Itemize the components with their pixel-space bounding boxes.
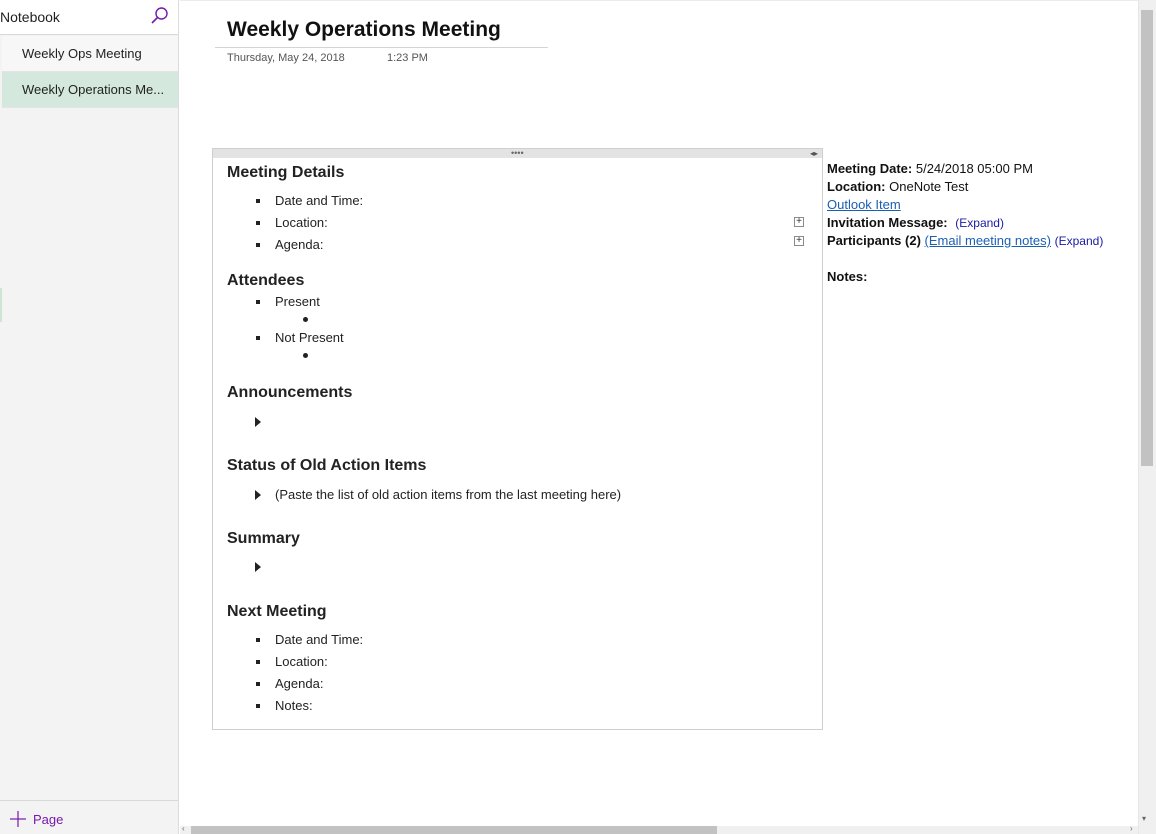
- bullet-icon: [256, 660, 260, 664]
- selection-edge-indicator: [0, 288, 2, 322]
- outlook-item-row: [827, 197, 901, 212]
- add-page-button[interactable]: [0, 800, 178, 834]
- sub-bullet-icon: [303, 317, 308, 322]
- invitation-row: [827, 215, 1004, 230]
- page-date: Thursday, May 24, 2018: [227, 52, 345, 64]
- vertical-scroll-thumb[interactable]: [1141, 10, 1153, 466]
- participants-label: Participants (2): [827, 233, 921, 248]
- section-heading-summary[interactable]: Summary: [227, 530, 300, 547]
- page-list-pane: [0, 0, 179, 834]
- scroll-left-arrow-icon[interactable]: ‹: [182, 824, 185, 833]
- list-item[interactable]: Location:: [275, 654, 328, 669]
- meeting-location-row: [827, 179, 968, 194]
- notebook-header: [0, 0, 178, 35]
- bullet-icon: [256, 638, 260, 642]
- bullet-icon: [256, 199, 260, 203]
- bullet-icon: [256, 682, 260, 686]
- page-title[interactable]: Weekly Operations Meeting: [227, 18, 501, 41]
- section-heading-old-action-items[interactable]: Status of Old Action Items: [227, 457, 427, 474]
- resize-handle-icon[interactable]: ◂▸: [810, 149, 819, 158]
- bullet-icon: [256, 704, 260, 708]
- collapse-triangle-icon[interactable]: [255, 562, 261, 572]
- title-divider: [215, 47, 548, 48]
- notebook-title: Notebook: [0, 9, 60, 25]
- list-item[interactable]: Date and Time:: [275, 632, 364, 647]
- list-item[interactable]: (Paste the list of old action items from the last meeting here): [275, 487, 622, 502]
- invitation-expand-link[interactable]: (Expand): [955, 216, 1004, 230]
- email-meeting-notes-link[interactable]: (Email meeting notes): [924, 233, 1051, 248]
- expand-location-icon[interactable]: +: [794, 217, 804, 227]
- scroll-right-arrow-icon[interactable]: ›: [1130, 824, 1133, 833]
- notes-row: [827, 269, 867, 284]
- outlook-item-link[interactable]: Outlook Item: [827, 197, 901, 212]
- meeting-date-row: [827, 161, 1033, 176]
- page-time: 1:23 PM: [387, 52, 428, 64]
- horizontal-scroll-thumb[interactable]: [191, 826, 717, 834]
- meeting-location-label: Location:: [827, 179, 886, 194]
- page-item-weekly-ops-meeting[interactable]: Weekly Ops Meeting: [2, 36, 178, 72]
- bullet-icon: [256, 300, 260, 304]
- page-canvas[interactable]: [180, 0, 1138, 826]
- drag-handle-icon[interactable]: ••••: [511, 148, 524, 158]
- page-list: [2, 36, 178, 108]
- collapse-triangle-icon[interactable]: [255, 490, 261, 500]
- collapse-triangle-icon[interactable]: [255, 417, 261, 427]
- list-item[interactable]: Date and Time:: [275, 193, 364, 208]
- bullet-icon: [256, 221, 260, 225]
- list-item[interactable]: Agenda:: [275, 676, 324, 691]
- list-item[interactable]: Present: [275, 294, 320, 309]
- section-heading-attendees[interactable]: Attendees: [227, 272, 305, 289]
- invitation-label: Invitation Message:: [827, 215, 948, 230]
- participants-row: [827, 233, 1103, 248]
- sub-bullet-icon: [303, 353, 308, 358]
- participants-expand-link[interactable]: (Expand): [1054, 234, 1104, 248]
- notes-label: Notes:: [827, 269, 868, 284]
- page-item-weekly-operations-meeting[interactable]: Weekly Operations Me...: [2, 72, 178, 108]
- section-heading-announcements[interactable]: Announcements: [227, 384, 353, 401]
- bullet-icon: [256, 336, 260, 340]
- expand-agenda-icon[interactable]: +: [794, 236, 804, 246]
- horizontal-scrollbar[interactable]: [180, 826, 1138, 834]
- note-container[interactable]: [212, 148, 823, 730]
- scroll-down-arrow-icon[interactable]: ▾: [1142, 814, 1147, 823]
- meeting-location-value: OneNote Test: [889, 179, 969, 194]
- container-drag-bar[interactable]: [213, 149, 822, 158]
- search-icon[interactable]: [148, 5, 172, 29]
- list-item[interactable]: Not Present: [275, 330, 344, 345]
- bullet-icon: [256, 243, 260, 247]
- list-item[interactable]: Notes:: [275, 698, 313, 713]
- add-page-label: Page: [33, 812, 64, 827]
- list-item[interactable]: Agenda:: [275, 237, 324, 252]
- meeting-date-label: Meeting Date:: [827, 161, 913, 176]
- plus-icon: [10, 811, 26, 827]
- section-heading-meeting-details[interactable]: Meeting Details: [227, 164, 345, 181]
- section-heading-next-meeting[interactable]: Next Meeting: [227, 603, 327, 620]
- vertical-scrollbar[interactable]: [1138, 0, 1156, 834]
- meeting-date-value: 5/24/2018 05:00 PM: [915, 161, 1033, 176]
- list-item[interactable]: Location:: [275, 215, 328, 230]
